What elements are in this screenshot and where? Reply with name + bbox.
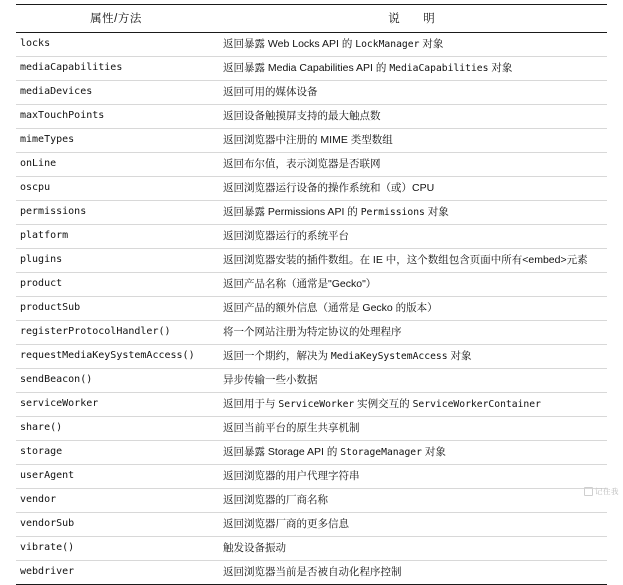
property-name-cell: maxTouchPoints	[16, 105, 216, 129]
description-fragment: 返回产品名称（通常是"Gecko"）	[223, 277, 377, 290]
property-name-cell: permissions	[16, 201, 216, 225]
watermark-mark-icon	[584, 487, 593, 496]
property-description-cell	[216, 345, 607, 369]
description-fragment: MediaKeySystemAccess	[330, 350, 448, 362]
property-name-cell: product	[16, 273, 216, 297]
property-name-cell: serviceWorker	[16, 393, 216, 417]
property-name-cell: locks	[16, 33, 216, 57]
description-fragment: 异步传输一些小数据	[223, 373, 318, 386]
description-fragment: 返回暴露 Storage API 的	[223, 445, 341, 458]
description-fragment: 返回浏览器当前是否被自动化程序控制	[223, 565, 402, 578]
description-fragment: 返回产品的额外信息（通常是 Gecko 的版本）	[223, 301, 438, 314]
table-row	[16, 489, 607, 513]
description-fragment: 返回可用的媒体设备	[223, 85, 318, 98]
property-description-cell	[216, 81, 607, 105]
description-fragment: 返回一个期约，解决为	[223, 349, 331, 362]
description-fragment: 返回浏览器运行设备的操作系统和（或）CPU	[223, 181, 435, 194]
property-name-cell: productSub	[16, 297, 216, 321]
description-fragment: LockManager	[355, 38, 420, 50]
property-description-cell	[216, 393, 607, 417]
table-row	[16, 537, 607, 561]
property-description-cell	[216, 297, 607, 321]
property-description-cell	[216, 177, 607, 201]
watermark-label: 记住我	[595, 487, 619, 496]
property-description-cell	[216, 249, 607, 273]
property-description-cell	[216, 201, 607, 225]
description-fragment: 返回浏览器的用户代理字符串	[223, 469, 360, 482]
description-fragment: 返回浏览器安装的插件数组。在 IE 中，这个数组包含页面中所有<embed>元素	[223, 253, 588, 266]
property-description-cell	[216, 57, 607, 81]
table-header	[16, 5, 607, 33]
navigator-properties-table	[16, 4, 607, 585]
property-description-cell	[216, 369, 607, 393]
property-description-cell	[216, 33, 607, 57]
table-row	[16, 33, 607, 57]
property-name-cell: mediaCapabilities	[16, 57, 216, 81]
table-row	[16, 273, 607, 297]
table-row	[16, 105, 607, 129]
property-description-cell	[216, 561, 607, 585]
property-description-cell	[216, 537, 607, 561]
table-row	[16, 81, 607, 105]
description-fragment: 返回设备触摸屏支持的最大触点数	[223, 109, 381, 122]
table-row	[16, 561, 607, 585]
description-fragment: Permissions	[360, 206, 425, 218]
description-fragment: 对象	[447, 349, 472, 362]
description-fragment: 将一个网站注册为特定协议的处理程序	[223, 325, 402, 338]
table-body	[16, 33, 607, 585]
description-fragment: 返回浏览器运行的系统平台	[223, 229, 349, 242]
table-row	[16, 465, 607, 489]
property-name-cell: requestMediaKeySystemAccess()	[16, 345, 216, 369]
table-row	[16, 153, 607, 177]
description-fragment: ServiceWorker	[278, 398, 355, 410]
description-fragment: 返回浏览器的厂商名称	[223, 493, 328, 506]
description-fragment: 返回浏览器中注册的 MIME 类型数组	[223, 133, 393, 146]
property-name-cell: userAgent	[16, 465, 216, 489]
property-description-cell	[216, 273, 607, 297]
property-name-cell: vibrate()	[16, 537, 216, 561]
table-row	[16, 393, 607, 417]
property-name-cell: mediaDevices	[16, 81, 216, 105]
table-row	[16, 513, 607, 537]
description-fragment: 对象	[424, 205, 449, 218]
property-name-cell: vendorSub	[16, 513, 216, 537]
description-fragment: 触发设备振动	[223, 541, 286, 554]
property-name-cell: storage	[16, 441, 216, 465]
property-name-cell: vendor	[16, 489, 216, 513]
column-header-description: 说 明	[216, 5, 607, 33]
table-row	[16, 57, 607, 81]
table-row	[16, 225, 607, 249]
table-row	[16, 177, 607, 201]
property-name-cell: sendBeacon()	[16, 369, 216, 393]
property-description-cell	[216, 321, 607, 345]
description-fragment: 对象	[421, 445, 446, 458]
table-row	[16, 369, 607, 393]
table-row	[16, 345, 607, 369]
property-description-cell	[216, 105, 607, 129]
watermark	[584, 486, 619, 497]
table-row	[16, 297, 607, 321]
property-name-cell: share()	[16, 417, 216, 441]
description-fragment: 返回用于与	[223, 397, 279, 410]
table-row	[16, 321, 607, 345]
description-fragment: ServiceWorkerContainer	[412, 398, 541, 410]
property-name-cell: mimeTypes	[16, 129, 216, 153]
property-name-cell: onLine	[16, 153, 216, 177]
property-description-cell	[216, 441, 607, 465]
property-description-cell	[216, 129, 607, 153]
description-fragment: 返回浏览器厂商的更多信息	[223, 517, 349, 530]
description-fragment: 返回暴露 Permissions API 的	[223, 205, 361, 218]
property-name-cell: oscpu	[16, 177, 216, 201]
property-name-cell: platform	[16, 225, 216, 249]
description-fragment: MediaCapabilities	[389, 62, 489, 74]
description-fragment: StorageManager	[340, 446, 422, 458]
description-fragment: 返回暴露 Web Locks API 的	[223, 37, 356, 50]
description-fragment: 实例交互的	[354, 397, 413, 410]
property-description-cell	[216, 417, 607, 441]
table-row	[16, 201, 607, 225]
property-name-cell: webdriver	[16, 561, 216, 585]
property-description-cell	[216, 153, 607, 177]
table-row	[16, 129, 607, 153]
table-header-row	[16, 5, 607, 33]
description-fragment: 对象	[488, 61, 513, 74]
property-description-cell	[216, 489, 607, 513]
property-description-cell	[216, 225, 607, 249]
description-fragment: 对象	[419, 37, 444, 50]
description-fragment: 返回当前平台的原生共享机制	[223, 421, 360, 434]
table-row	[16, 249, 607, 273]
property-name-cell: plugins	[16, 249, 216, 273]
description-fragment: 返回暴露 Media Capabilities API 的	[223, 61, 390, 74]
property-name-cell: registerProtocolHandler()	[16, 321, 216, 345]
column-header-property: 属性/方法	[16, 5, 216, 33]
table-row	[16, 441, 607, 465]
table-row	[16, 417, 607, 441]
description-fragment: 返回布尔值，表示浏览器是否联网	[223, 157, 381, 170]
property-description-cell	[216, 465, 607, 489]
property-description-cell	[216, 513, 607, 537]
